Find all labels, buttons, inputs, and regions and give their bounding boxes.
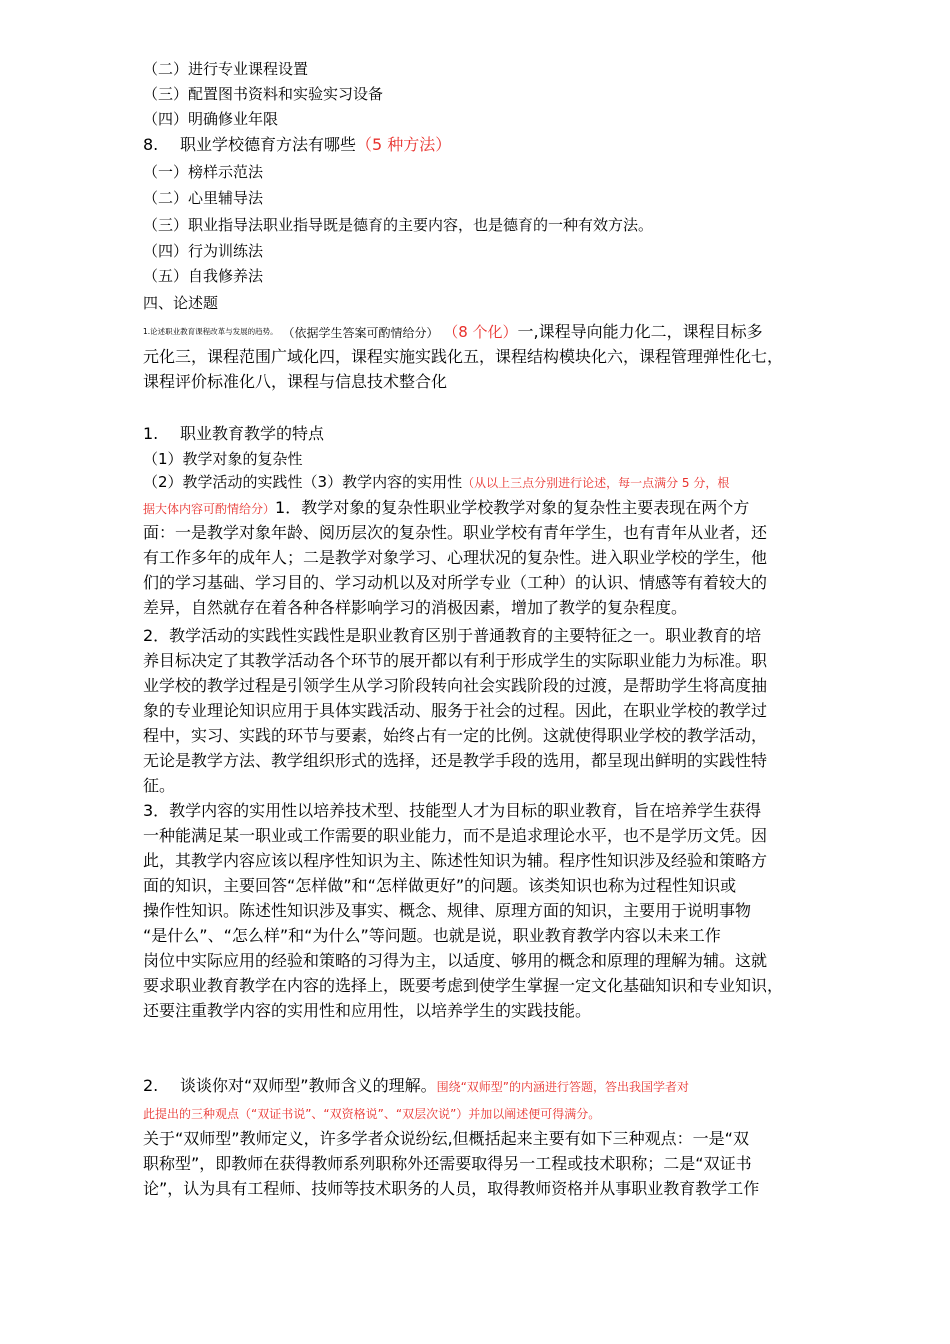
question-number: 2. — [143, 1076, 159, 1095]
section-heading: 四、论述题 — [143, 294, 219, 312]
paragraph-line: 课程评价标准化八，课程与信息技术整合化 — [143, 372, 448, 391]
paragraph-line: 征。 — [143, 776, 176, 795]
paragraph-line: 差异，自然就存在着各种各样影响学习的消极因素，增加了教学的复杂程度。 — [143, 598, 688, 617]
paragraph-line: 3．教学内容的实用性以培养技术型、技能型人才为目标的职业教育，旨在培养学生获得 — [143, 801, 762, 820]
list-item: （五）自我修养法 — [143, 267, 264, 285]
paragraph-line: 一种能满足某一职业或工作需要的职业能力，而不是追求理论水平，也不是学历文凭。因 — [143, 826, 768, 845]
paragraph-line: 有工作多年的成年人；二是教学对象学习、心理状况的复杂性。进入职业学校的学生，他 — [143, 548, 768, 567]
essay-1-line — [143, 321, 763, 344]
paragraph-line: 元化三，课程范围广域化四，课程实施实践化五，课程结构模块化六，课程管理弹性化七， — [143, 347, 784, 366]
question-note: （5 种方法） — [356, 135, 452, 154]
essay-title: 论述职业教育课程改革与发展的趋势。 — [150, 327, 278, 336]
question-title: 职业教育教学的特点 — [180, 424, 325, 443]
paragraph-line: 们的学习基础、学习目的、学习动机以及对所学专业（工种）的认识、情感等有着较大的 — [143, 573, 768, 592]
essay-prefix: 1. — [143, 327, 151, 336]
grading-note: 此提出的三种观点（“双证书说”、“双资格说”、“双层次说”）并加以阐述便可得满分。 — [143, 1107, 601, 1121]
paragraph-line: 养目标决定了其教学活动各个环节的展开都以有利于形成学生的实际职业能力为标准。职 — [143, 651, 768, 670]
paragraph-line: 业学校的教学过程是引领学生从学习阶段转向社会实践阶段的过渡，是帮助学生将高度抽 — [143, 676, 768, 695]
list-item: （二）心里辅导法 — [143, 189, 264, 207]
paragraph-line: 2．教学活动的实践性实践性是职业教育区别于普通教育的主要特征之一。职业教育的培 — [143, 626, 762, 645]
paragraph-line: 此，其教学内容应该以程序性知识为主、陈述性知识为辅。程序性知识涉及经验和策略方 — [143, 851, 768, 870]
paragraph-line: 关于“双师型”教师定义，许多学者众说纷纭,但概括起来主要有如下三种观点：一是“双 — [143, 1129, 749, 1148]
grading-note: （依据学生答案可酌情给分） — [282, 326, 439, 340]
grading-note: 围绕“双师型”的内涵进行答题，答出我国学者对 — [436, 1080, 690, 1094]
essay-2-heading — [143, 423, 324, 445]
paragraph-line — [143, 497, 749, 520]
paragraph-line: 职称型”，即教师在获得教师系列职称外还需要取得另一工程或技术职称；二是“双证书 — [143, 1154, 752, 1173]
question-8-heading — [143, 134, 451, 156]
list-item: （三）配置图书资料和实验实习设备 — [143, 85, 384, 103]
paragraph-line: 论”，认为具有工程师、技师等技术职务的人员，取得教师资格并从事职业教育教学工作 — [143, 1179, 760, 1198]
list-item: （三）职业指导法职业指导既是德育的主要内容，也是德育的一种有效方法。 — [143, 216, 654, 234]
point-line — [143, 471, 729, 494]
paragraph-line: 还要注重教学内容的实用性和应用性，以培养学生的实践技能。 — [143, 1001, 592, 1020]
question-title: 谈谈你对“双师型”教师含义的理解。 — [180, 1076, 437, 1095]
count-note: （8 个化） — [443, 323, 518, 341]
paragraph-line: 面：一是教学对象年龄、阅历层次的复杂性。职业学校有青年学生，也有青年从业者，还 — [143, 523, 768, 542]
point-line: （1）教学对象的复杂性 — [143, 450, 303, 468]
paragraph-line: 要求职业教育教学在内容的选择上，既要考虑到使学生掌握一定文化基础知识和专业知识， — [143, 976, 784, 995]
paragraph-text: 1．教学对象的复杂性职业学校教学对象的复杂性主要表现在两个方 — [275, 498, 750, 517]
list-item: （四）明确修业年限 — [143, 110, 279, 128]
list-item: （二）进行专业课程设置 — [143, 60, 309, 78]
paragraph-line: 程中，实习、实践的环节与要素，始终占有一定的比例。这就使得职业学校的教学活动， — [143, 726, 768, 745]
paragraph-line: 面的知识，主要回答“怎样做”和“怎样做更好”的问题。该类知识也称为过程性知识或 — [143, 876, 737, 895]
essay-3-heading — [143, 1075, 689, 1098]
grading-note: 据大体内容可酌情给分） — [143, 502, 276, 516]
question-number: 1. — [143, 424, 159, 443]
points-text: （2）教学活动的实践性（3）教学内容的实用性 — [143, 473, 463, 491]
paragraph-line: 岗位中实际应用的经验和策略的习得为主，以适度、够用的概念和原理的理解为辅。这就 — [143, 951, 768, 970]
grading-note: （从以上三点分别进行论述，每一点满分 5 分，根 — [462, 476, 730, 490]
question-number: 8. — [143, 135, 159, 154]
paragraph-line: 象的专业理论知识应用于具体实践活动、服务于社会的过程。因此，在职业学校的教学过 — [143, 701, 768, 720]
paragraph-line: 操作性知识。陈述性知识涉及事实、概念、规律、原理方面的知识，主要用于说明事物 — [143, 901, 752, 920]
essay-text: 一,课程导向能力化二，课程目标多 — [517, 322, 763, 341]
paragraph-line: “是什么”、“怎么样”和“为什么”等问题。也就是说，职业教育教学内容以未来工作 — [143, 926, 721, 945]
question-title: 职业学校德育方法有哪些 — [180, 135, 357, 154]
list-item: （一）榜样示范法 — [143, 163, 264, 181]
list-item: （四）行为训练法 — [143, 242, 264, 260]
paragraph-line: 无论是教学方法、教学组织形式的选择，还是教学手段的选用，都呈现出鲜明的实践性特 — [143, 751, 768, 770]
